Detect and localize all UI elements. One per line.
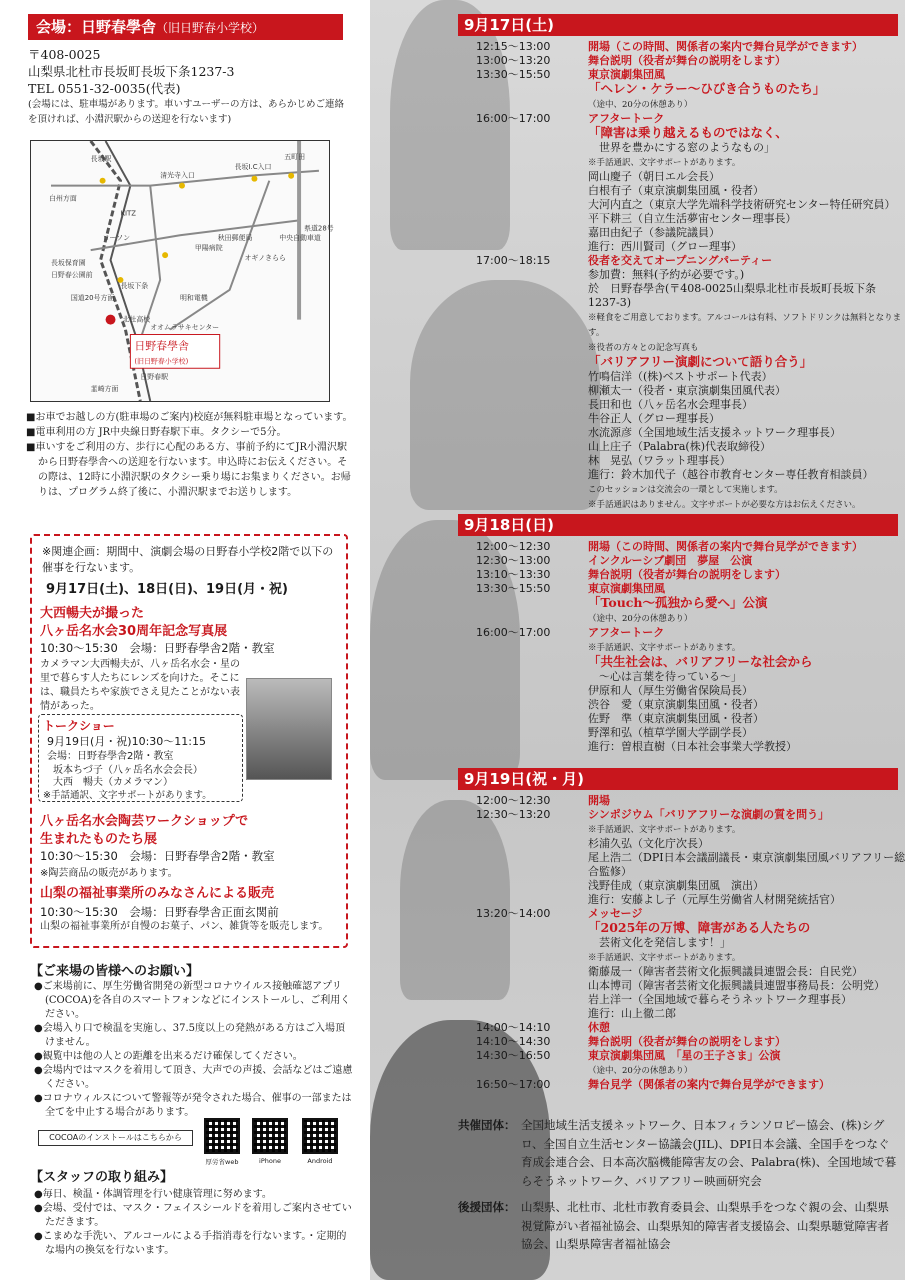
venue-header xyxy=(28,14,343,40)
co-hosts xyxy=(458,1116,898,1190)
talk-note: ※手話通訳、文字サポートがあります。 xyxy=(43,790,212,801)
staff-list xyxy=(34,1188,354,1258)
schedule-row xyxy=(476,851,906,879)
map-label: 長坂下条 xyxy=(120,281,149,290)
schedule-text: 平下耕三（自立生活夢宙センター理事長） xyxy=(588,212,797,225)
related-dates: 9月17日(土)、18日(日)、19日(月・祝) xyxy=(46,582,288,597)
access-wheelchair: ■車いすをご利用の方、歩行に心配のある方、事前予約にてJR小淵沢駅から日野春學舎への送迎を行ないます。申込時にお伝えください。その際は、12時に小淵沢駅のタクシー乗り場にお集まりください。お帰りは、プログラム終了後に、小淵沢駅までお送りします。 xyxy=(26,442,351,498)
schedule-text: 開場（この時間、関係者の案内で舞台見学ができます） xyxy=(588,540,863,553)
schedule-row xyxy=(476,794,906,808)
schedule-row xyxy=(476,126,906,141)
schedule-text: 嘉田由紀子（参議院議員） xyxy=(588,226,720,239)
schedule-text: 「共生社会は、バリアフリーな社会から xyxy=(588,654,813,669)
schedule-time: 16:00～17:00 xyxy=(476,626,551,639)
supporters-label: 後援団体： xyxy=(458,1200,516,1214)
schedule-row xyxy=(476,554,906,568)
schedule-row xyxy=(476,268,906,282)
supporters-list: 山梨県、北杜市、北杜市教育委員会、山梨県手をつなぐ親の会、山梨県視覚障がい者福祉協会、山梨県知的障害者支援協会、山梨県聴覚障害者協会、山梨県障害者福祉協会 xyxy=(521,1200,889,1251)
map-label: オオムラサキセンター xyxy=(150,323,220,332)
access-map xyxy=(30,140,334,402)
qr-code-mhlw[interactable] xyxy=(204,1118,240,1154)
schedule-text: 芸術文化を発信します！」 xyxy=(588,936,731,949)
schedule-time: 13:20～14:00 xyxy=(476,907,551,920)
schedule-row xyxy=(476,698,906,712)
left-column xyxy=(0,0,370,1280)
talk-time: 9月19日(月・祝)10:30～11:15 xyxy=(47,735,206,748)
schedule-time: 17:00～18:15 xyxy=(476,254,551,267)
schedule-text: 進行：安藤よし子（元厚生労働省人材開発統括官） xyxy=(588,893,841,906)
schedule-row xyxy=(476,68,906,82)
schedule-row xyxy=(476,965,906,979)
schedule-text: 「2025年の万博、障害がある人たちの xyxy=(588,920,811,935)
schedule-text: 尾上浩二（DPI日本会議副議長・東京演劇集団風バリアフリー総合監修） xyxy=(588,851,906,878)
schedule-row xyxy=(476,893,906,907)
schedule-row xyxy=(476,40,906,54)
schedule-row xyxy=(476,568,906,582)
schedule-row xyxy=(476,155,906,170)
photo-exhibit-title-1: 大西暢夫が撮った xyxy=(40,606,145,621)
workshop-note: ※陶芸商品の販売があります。 xyxy=(40,868,178,879)
request-item: ●観覧中は他の人との距離を出来るだけ確保してください。 xyxy=(34,1051,303,1062)
schedule-time: 12:00～12:30 xyxy=(476,540,551,553)
schedule-row xyxy=(476,97,906,112)
schedule-text: 開場（この時間、関係者の案内で舞台見学ができます） xyxy=(588,40,863,53)
schedule-text: 進行：山上徹二郎 xyxy=(588,1007,676,1020)
schedule-text: 大河内直之（東京大学先端科学技術研究センター特任研究員） xyxy=(588,198,896,211)
schedule-text: 伊原和人（厚生労働省保険局長） xyxy=(588,684,753,697)
schedule-row xyxy=(476,582,906,596)
day2-header: 9月18日(日) xyxy=(458,514,898,536)
map-label: 中央自動車道 xyxy=(279,234,321,243)
workshop-title-1: 八ヶ岳名水会陶芸ワークショップで xyxy=(40,814,249,829)
qr-label-iphone: iPhone xyxy=(259,1157,281,1165)
workshop-title-2: 生まれたものたち展 xyxy=(40,832,158,847)
schedule-row xyxy=(476,921,906,936)
schedule-time: 13:00～13:20 xyxy=(476,54,551,67)
map-label: 日野春駅 xyxy=(140,373,169,382)
related-events-box xyxy=(30,534,348,948)
schedule-row xyxy=(476,398,906,412)
schedule-text: 舞台説明（役者が舞台の説明をします） xyxy=(588,568,786,581)
access-train: ■電車利用の方 JR中央線日野春駅下車。タクシーで5分。 xyxy=(26,427,287,438)
schedule-text: 世界を豊かにする窓のようなもの」 xyxy=(588,141,775,154)
schedule-text: 東京演劇集団風 xyxy=(588,582,665,595)
schedule-row xyxy=(476,355,906,370)
schedule-column xyxy=(450,0,905,1280)
schedule-row xyxy=(476,907,906,921)
map-label: 明和電機 xyxy=(180,293,208,302)
photo-exhibit-time: 10:30～15:30 会場：日野春學舎2階・教室 xyxy=(40,641,275,655)
request-item: ●コロナウィルスについて警報等が発令された場合、催事の一部または全てを中止する場合があります。 xyxy=(34,1093,352,1118)
map-label: 日野春學舎 xyxy=(134,339,189,353)
schedule-text: 舞台見学（関係者の案内で舞台見学ができます） xyxy=(588,1078,830,1091)
schedule-text: 白根有子（東京演劇集団風・役者） xyxy=(588,184,764,197)
schedule-row xyxy=(476,1021,906,1035)
schedule-row xyxy=(476,54,906,68)
schedule-text: アフタートーク xyxy=(588,112,665,125)
schedule-row xyxy=(476,112,906,126)
schedule-row xyxy=(476,1063,906,1078)
schedule-text: ※役者の方々との記念写真も xyxy=(588,343,699,353)
talk-speaker-2: 大西 暢夫（カメラマン） xyxy=(53,777,173,788)
schedule-row xyxy=(476,198,906,212)
schedule-row xyxy=(476,82,906,97)
schedule-row xyxy=(476,670,906,684)
map-label: 北杜高校 xyxy=(122,315,151,324)
schedule-text: 開場 xyxy=(588,794,610,807)
schedule-row xyxy=(476,993,906,1007)
qr-code-iphone[interactable] xyxy=(252,1118,288,1154)
schedule-text: 渋谷 愛（東京演劇集団風・役者） xyxy=(588,698,764,711)
photographer-portrait xyxy=(246,678,332,780)
schedule-text: このセッションは交流会の一環として実施します。 xyxy=(588,485,783,495)
supporters xyxy=(458,1198,898,1254)
schedule-row xyxy=(476,837,906,851)
map-label: 白州方面 xyxy=(49,194,77,203)
map-label: 秋田郵便局 xyxy=(217,234,253,243)
schedule-row xyxy=(476,482,906,497)
schedule-text: 山上庄子（Palabra(株)代表取締役） xyxy=(588,440,771,453)
schedule-time: 12:00～12:30 xyxy=(476,794,551,807)
day3-schedule xyxy=(476,794,906,1092)
day1-schedule xyxy=(476,40,906,512)
schedule-text: 「ヘレン・ケラー～ひびき合うものたち」 xyxy=(588,81,826,96)
schedule-text: 進行：鈴木加代子（越谷市教育センター専任教育相談員） xyxy=(588,468,874,481)
schedule-row xyxy=(476,1049,906,1063)
schedule-text: 岡山慶子（朝日エル会長） xyxy=(588,170,720,183)
schedule-row xyxy=(476,426,906,440)
schedule-row xyxy=(476,740,906,754)
staff-item: ●こまめな手洗い、アルコールによる手指消毒を行ないます。・定期的な場内の換気を行ないます。 xyxy=(34,1231,347,1256)
address: 山梨県北杜市長坂町長坂下条1237-3 xyxy=(28,64,235,79)
schedule-row xyxy=(476,468,906,482)
talk-title: トークショー xyxy=(43,719,115,733)
schedule-row xyxy=(476,384,906,398)
schedule-row xyxy=(476,640,906,655)
schedule-text: 柳瀬太一（役者・東京演劇集団風代表） xyxy=(588,384,786,397)
schedule-time: 14:30～16:50 xyxy=(476,1049,551,1062)
schedule-text: 山本博司（障害者芸術文化振興議員連盟事務局長：公明党） xyxy=(588,979,885,992)
schedule-text: ※手話通訳、文字サポートがあります。 xyxy=(588,825,741,835)
map-label: (旧日野春小学校) xyxy=(134,357,189,366)
schedule-row xyxy=(476,626,906,640)
schedule-row xyxy=(476,611,906,626)
talk-venue: 会場：日野春學舎2階・教室 xyxy=(47,751,174,762)
schedule-text: 於 日野春學舎(〒408-0025山梨県北杜市長坂町長坂下条1237-3) xyxy=(588,282,876,309)
schedule-row xyxy=(476,310,906,340)
schedule-text: 竹鳴信洋（(株)ベストサポート代表） xyxy=(588,370,773,383)
schedule-text: 林 晃弘（ワラット理事長） xyxy=(588,454,731,467)
schedule-text: 牛谷正人（グロー理事長） xyxy=(588,412,720,425)
parking-note: (会場には、駐車場があります。車いすユーザーの方は、あらかじめご連絡を頂ければ、小淵沢駅からの送迎を行ないます) xyxy=(28,99,344,125)
schedule-text: （途中、20分の休憩あり） xyxy=(588,100,693,110)
schedule-row xyxy=(476,170,906,184)
talk-speaker-1: 坂本ちづ子（八ヶ岳名水会会長） xyxy=(53,765,203,776)
schedule-row xyxy=(476,1007,906,1021)
schedule-text: 進行：西川賢司（グロー理事） xyxy=(588,240,742,253)
map-label: KITZ xyxy=(120,209,137,218)
schedule-text: ～心は言葉を待っている～」 xyxy=(588,670,742,683)
schedule-text: シンポジウム「バリアフリーな演劇の質を問う」 xyxy=(588,808,830,821)
schedule-row xyxy=(476,540,906,554)
access-info xyxy=(26,410,356,500)
schedule-text: 役者を交えてオープニングパーティー xyxy=(588,254,773,267)
day1-header: 9月17日(土) xyxy=(458,14,898,36)
day3-header: 9月19日(祝・月) xyxy=(458,768,898,790)
schedule-row xyxy=(476,726,906,740)
schedule-row xyxy=(476,184,906,198)
co-hosts-list: 全国地域生活支援ネットワーク、日本フィランソロピー協会、(株)シグロ、全国自立生活センター協議会(JIL)、DPI日本会議、全国手をつなぐ育成会連合会、日本高次脳機能障害友の会、Palabra(株)、全国地域で暮らそうネットワーク、バリアフリー映画研究会 xyxy=(521,1118,897,1188)
map-label: オギノきらら xyxy=(244,254,287,263)
schedule-text: ※手話通訳はありません。文字サポートが必要な方はお伝えください。 xyxy=(588,500,861,510)
schedule-time: 12:30～13:00 xyxy=(476,554,551,567)
schedule-row xyxy=(476,879,906,893)
map-label: 韮崎方面 xyxy=(90,385,119,394)
schedule-text: 岩上洋一（全国地域で暮らそうネットワーク理事長） xyxy=(588,993,852,1006)
schedule-text: ※手話通訳、文字サポートがあります。 xyxy=(588,643,741,653)
schedule-text: 浅野佳成（東京演劇集団風 演出） xyxy=(588,879,764,892)
schedule-text: ※手話通訳、文字サポートがあります。 xyxy=(588,158,741,168)
venue-address-block xyxy=(28,46,348,127)
schedule-time: 13:10～13:30 xyxy=(476,568,551,581)
schedule-text: 東京演劇集団風 xyxy=(588,68,665,81)
schedule-text: 休憩 xyxy=(588,1021,610,1034)
staff-title: 【スタッフの取り組み】 xyxy=(30,1170,174,1185)
schedule-text: 野澤和弘（植草学園大学副学長） xyxy=(588,726,753,739)
qr-code-android[interactable] xyxy=(302,1118,338,1154)
day2-schedule xyxy=(476,540,906,754)
workshop-time: 10:30～15:30 会場：日野春學舎2階・教室 xyxy=(40,849,275,863)
postal-code: 〒408-0025 xyxy=(28,47,101,62)
schedule-row xyxy=(476,712,906,726)
request-item: ●ご来場前に、厚生労働省開発の新型コロナウイルス接触確認アプリ(COCOA)を各自のスマートフォンなどにインストールし、ご利用ください。 xyxy=(34,981,351,1020)
schedule-row xyxy=(476,212,906,226)
map-label: 県道28号 xyxy=(304,224,334,233)
cocoa-install-label: COCOAのインストールはこちらから xyxy=(38,1130,193,1146)
schedule-row xyxy=(476,1078,906,1092)
schedule-time: 12:30～13:20 xyxy=(476,808,551,821)
request-item: ●会場入り口で検温を実施し、37.5度以上の発熱がある方はご入場頂けません。 xyxy=(34,1023,345,1048)
map-drawing xyxy=(31,141,334,401)
schedule-row xyxy=(476,226,906,240)
schedule-row xyxy=(476,254,906,268)
map-label: ローソン xyxy=(102,234,131,243)
schedule-row xyxy=(476,440,906,454)
sale-time: 10:30～15:30 会場：日野春學舎正面玄関前 xyxy=(40,905,279,919)
schedule-time: 16:00～17:00 xyxy=(476,112,551,125)
telephone: TEL 0551-32-0035(代表) xyxy=(28,81,181,96)
schedule-text: 杉浦久弘（文化庁次長） xyxy=(588,837,709,850)
schedule-row xyxy=(476,141,906,155)
access-car: ■お車でお越しの方(駐車場のご案内)校庭が無料駐車場となっています。 xyxy=(26,412,353,423)
schedule-row xyxy=(476,340,906,355)
schedule-row xyxy=(476,684,906,698)
schedule-row xyxy=(476,950,906,965)
map-label: 長坂I.C入口 xyxy=(234,162,272,171)
schedule-time: 13:30～15:50 xyxy=(476,582,551,595)
map-label: 甲陽病院 xyxy=(194,244,223,253)
staff-item: ●毎日、検温・体調管理を行い健康管理に努めます。 xyxy=(34,1189,272,1200)
map-label: 国道20号方面 xyxy=(70,293,115,302)
schedule-row xyxy=(476,412,906,426)
request-item: ●会場内ではマスクを着用して頂き、大声での声援、会話などはご遠慮ください。 xyxy=(34,1065,353,1090)
map-label: 長坂駅 xyxy=(90,154,112,163)
schedule-text: 参加費：無料(予約が必要です。) xyxy=(588,268,745,281)
map-label: 日野春公園前 xyxy=(50,270,93,279)
schedule-text: ※手話通訳、文字サポートがあります。 xyxy=(588,953,741,963)
schedule-text: 舞台説明（役者が舞台の説明をします） xyxy=(588,1035,786,1048)
qr-label-mhlw: 厚労省web xyxy=(205,1158,239,1166)
schedule-text: 「バリアフリー演劇について語り合う」 xyxy=(588,354,813,369)
schedule-text: 長田和也（八ヶ岳名水会理事長） xyxy=(588,398,753,411)
organizers xyxy=(458,1116,898,1254)
schedule-text: メッセージ xyxy=(588,907,643,920)
staff-item: ●会場、受付では、マスク・フェイスシールドを着用しご案内させていただきます。 xyxy=(34,1203,352,1228)
sale-desc: 山梨の福祉事業所が自慢のお菓子、パン、雑貨等を販売します。 xyxy=(40,921,329,932)
schedule-time: 13:30～15:50 xyxy=(476,68,551,81)
schedule-text: ※軽食をご用意しております。アルコールは有料、ソフトドリンクは無料となります。 xyxy=(588,313,902,338)
schedule-time: 12:15～13:00 xyxy=(476,40,551,53)
schedule-row xyxy=(476,808,906,822)
schedule-row xyxy=(476,240,906,254)
map-label: 長坂保育園 xyxy=(50,259,86,268)
co-hosts-label: 共催団体： xyxy=(458,1118,516,1132)
qr-label-android: Android xyxy=(307,1157,333,1165)
related-intro: ※関連企画：期間中、演劇会場の日野春小学校2階で以下の催事を行ないます。 xyxy=(42,545,334,574)
schedule-text: 「障害は乗り越えるものではなく、 xyxy=(588,125,788,140)
schedule-text: 「Touch～孤独から愛へ」公演 xyxy=(588,595,768,610)
schedule-row xyxy=(476,1035,906,1049)
photo-exhibit-title-2: 八ヶ岳名水会30周年記念写真展 xyxy=(40,624,228,639)
requests-list xyxy=(34,980,354,1120)
schedule-row xyxy=(476,282,906,310)
schedule-row xyxy=(476,822,906,837)
schedule-text: 東京演劇集団風 「星の王子さま」公演 xyxy=(588,1049,781,1062)
sale-title: 山梨の福祉事業所のみなさんによる販売 xyxy=(40,886,275,901)
schedule-row xyxy=(476,979,906,993)
schedule-row xyxy=(476,370,906,384)
schedule-text: （途中、20分の休憩あり） xyxy=(588,614,693,624)
map-label: 五町田 xyxy=(284,152,306,161)
schedule-row xyxy=(476,596,906,611)
schedule-text: アフタートーク xyxy=(588,626,665,639)
schedule-row xyxy=(476,936,906,950)
venue-name: 会場：日野春學舎 xyxy=(36,18,157,36)
photo-exhibit-desc: カメラマン大西暢夫が、八ヶ岳名水会・星の里で暮らす人たちにレンズを向けた。そこには、職員たちや家族でさえ見たことがない表情があった。 xyxy=(40,659,240,712)
schedule-row xyxy=(476,497,906,512)
schedule-time: 14:00～14:10 xyxy=(476,1021,551,1034)
schedule-text: 水流源彦（全国地域生活支援ネットワーク理事長） xyxy=(588,426,841,439)
schedule-row xyxy=(476,454,906,468)
schedule-text: 佐野 準（東京演劇集団風・役者） xyxy=(588,712,764,725)
schedule-text: （途中、20分の休憩あり） xyxy=(588,1066,693,1076)
schedule-text: 進行：曽根直樹（日本社会事業大学教授） xyxy=(588,740,797,753)
requests-title: 【ご来場の皆様へのお願い】 xyxy=(30,964,200,979)
schedule-text: 舞台説明（役者が舞台の説明をします） xyxy=(588,54,786,67)
schedule-row xyxy=(476,655,906,670)
map-label: 清光寺入口 xyxy=(160,171,195,180)
schedule-time: 14:10～14:30 xyxy=(476,1035,551,1048)
talk-show-box xyxy=(38,714,243,802)
schedule-time: 16:50～17:00 xyxy=(476,1078,551,1091)
schedule-text: 衛藤晟一（障害者芸術文化振興議員連盟会長：自民党） xyxy=(588,965,863,978)
schedule-text: インクルーシブ劇団 夢屋 公演 xyxy=(588,554,753,567)
venue-sub: （旧日野春小学校） xyxy=(156,21,265,35)
